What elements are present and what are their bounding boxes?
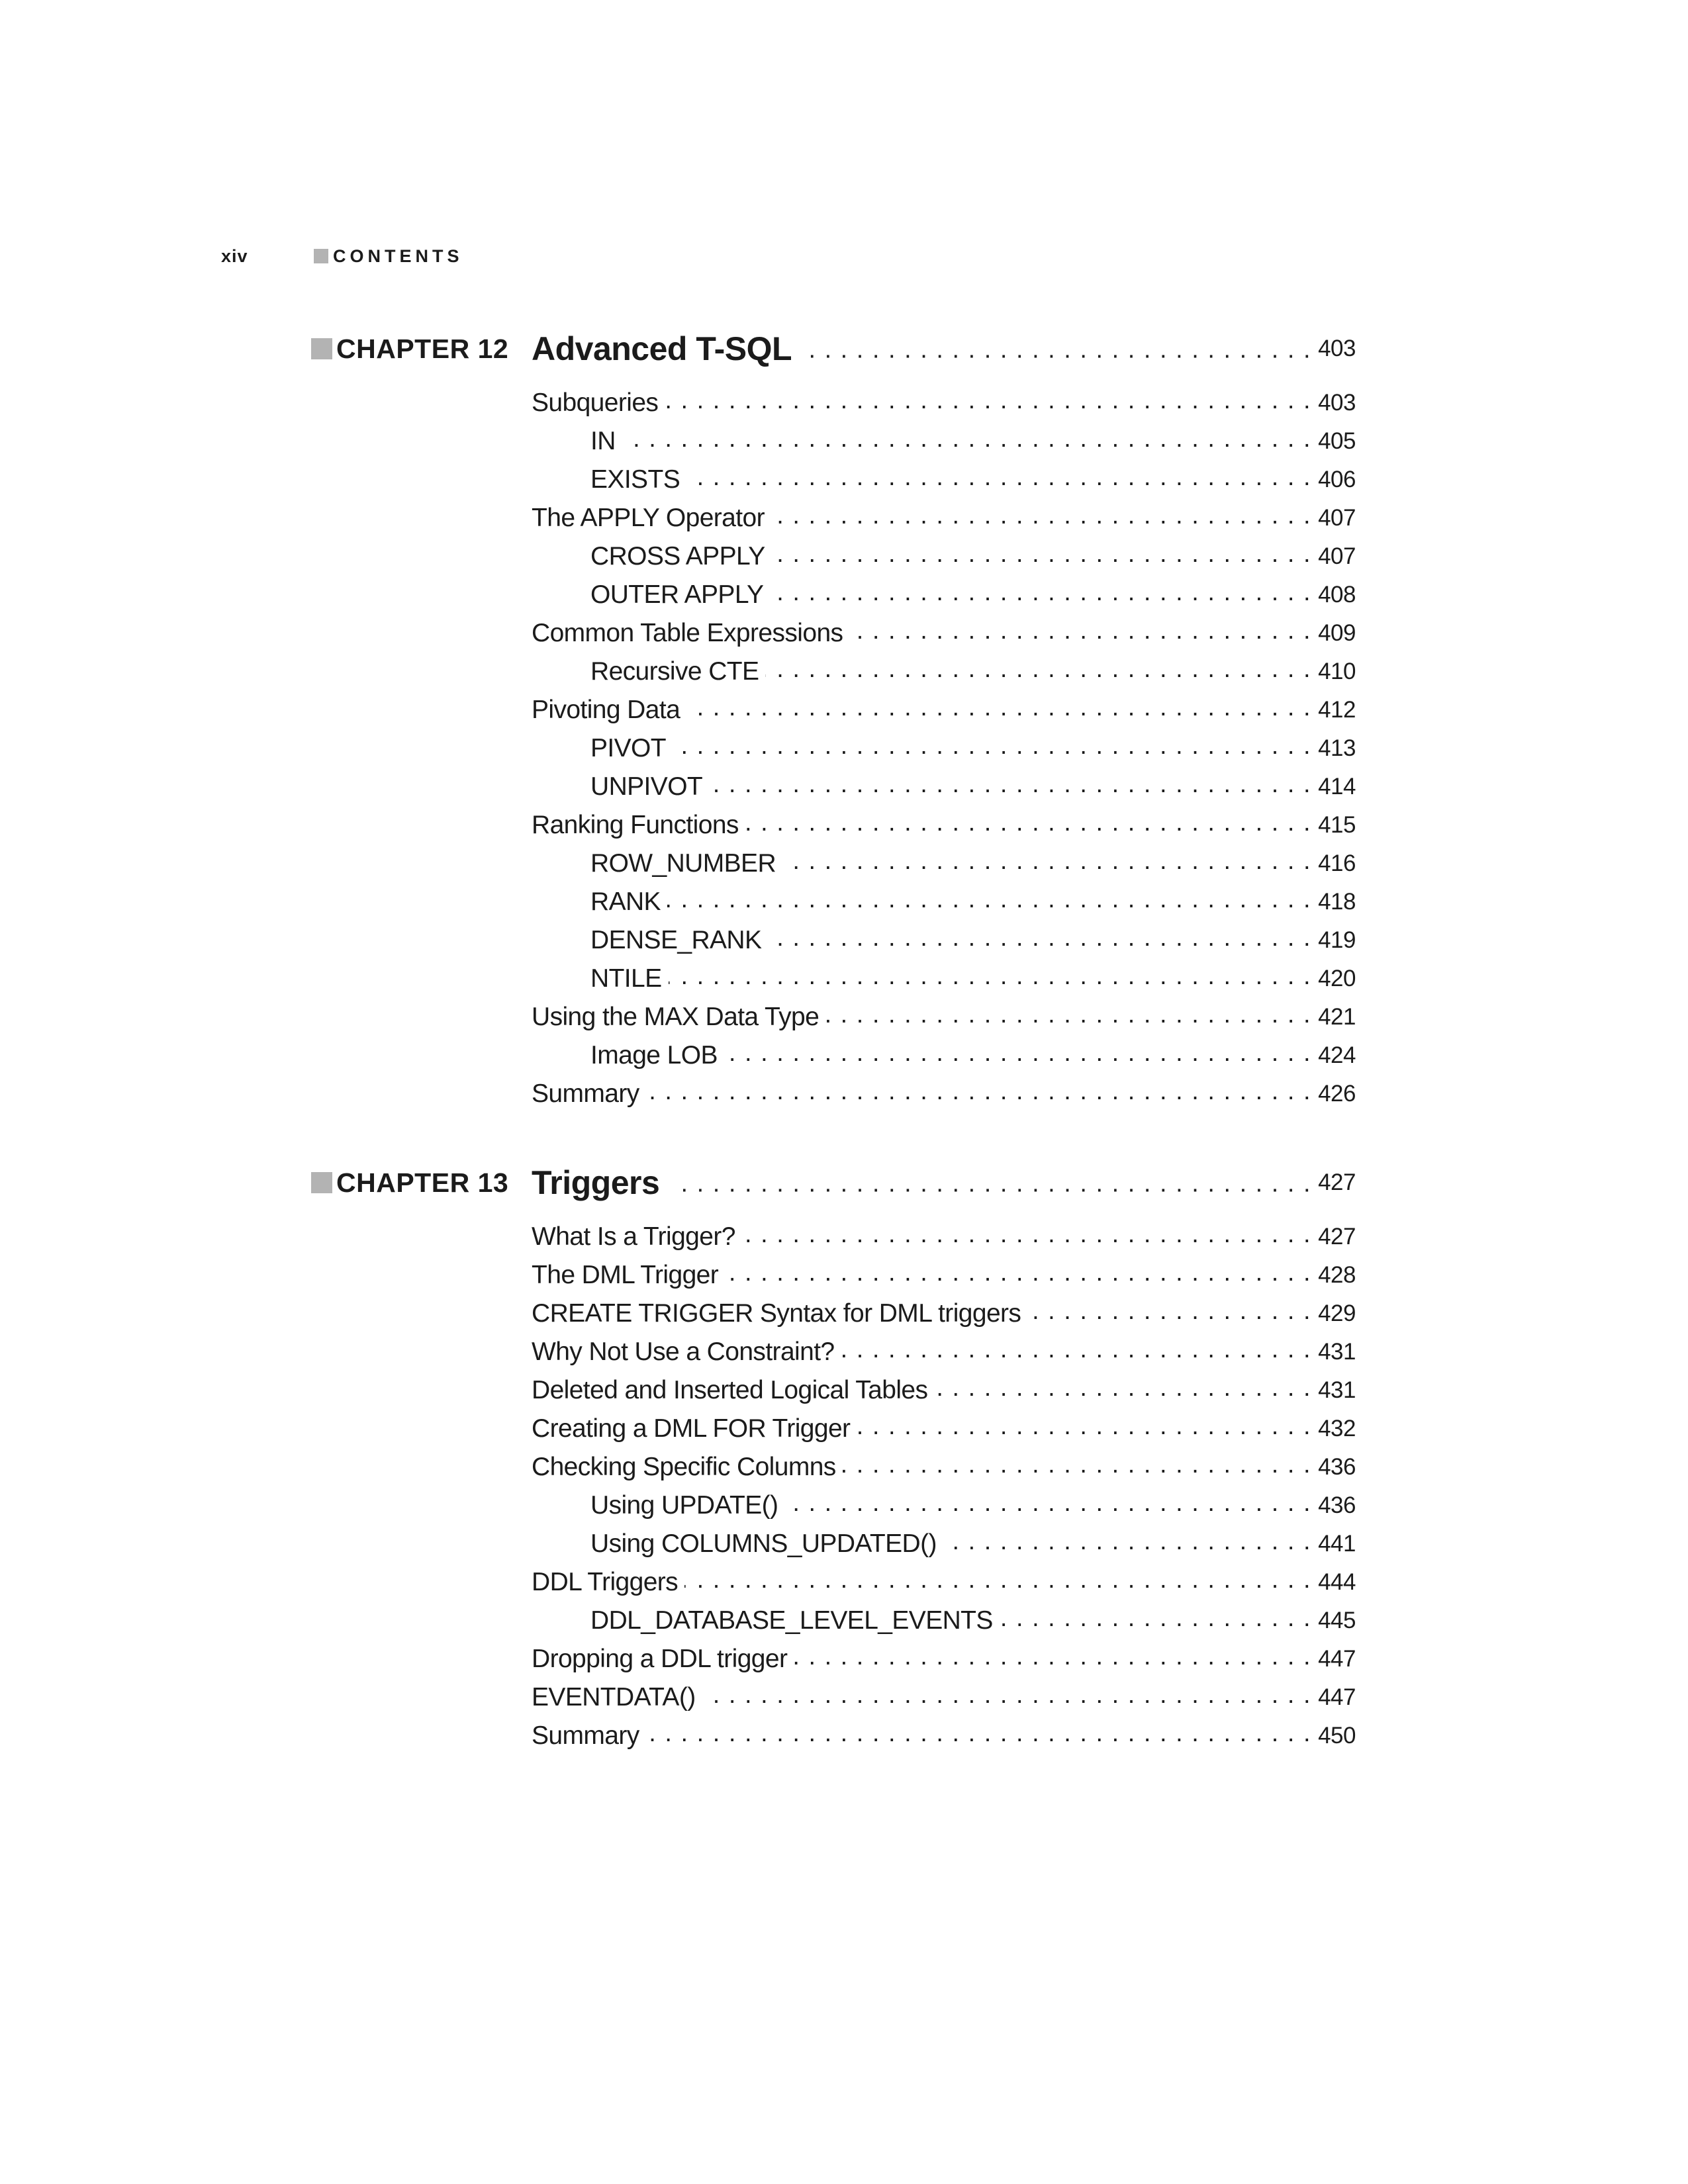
toc-entry-title: DENSE_RANK <box>590 926 762 954</box>
toc-entry[interactable] <box>590 461 1356 499</box>
dot-leader <box>784 1486 1311 1525</box>
dot-leader <box>768 921 1311 960</box>
toc-entry[interactable] <box>532 691 1356 729</box>
toc-entry-page: 403 <box>1318 390 1356 416</box>
toc-entry-title: Image LOB <box>590 1041 718 1069</box>
dot-leader <box>849 614 1311 653</box>
toc-entry-title: Checking Specific Columns <box>532 1453 836 1481</box>
toc-entry[interactable] <box>590 960 1356 998</box>
toc-entry[interactable] <box>590 422 1356 461</box>
chapter-entries <box>311 384 1356 1113</box>
chapter-label <box>311 1160 508 1206</box>
toc-entry-title: UNPIVOT <box>590 772 703 801</box>
chapter-heading <box>311 326 1356 372</box>
toc-entry-title: DDL_DATABASE_LEVEL_EVENTS <box>590 1606 993 1635</box>
toc-entry-title: The DML Trigger <box>532 1261 719 1289</box>
toc-entry[interactable] <box>590 537 1356 576</box>
toc-entry[interactable] <box>532 1256 1356 1295</box>
toc-entry-page: 447 <box>1318 1684 1356 1710</box>
chapter-title-line[interactable] <box>532 1160 1356 1206</box>
dot-leader <box>702 1678 1311 1717</box>
toc-entry[interactable] <box>590 729 1356 768</box>
dot-leader <box>772 537 1311 576</box>
toc-entry[interactable] <box>532 1448 1356 1486</box>
toc-entry-page: 418 <box>1318 889 1356 915</box>
toc-entry-title: Dropping a DDL trigger <box>532 1645 788 1673</box>
toc-entry[interactable] <box>590 1525 1356 1563</box>
toc-entry-page: 447 <box>1318 1646 1356 1672</box>
toc-entry-page: 407 <box>1318 543 1356 569</box>
toc-entry-page: 431 <box>1318 1377 1356 1403</box>
bullet-square-icon <box>314 249 328 263</box>
toc-entry-page: 407 <box>1318 505 1356 531</box>
toc-entry-page: 445 <box>1318 1608 1356 1633</box>
toc-entry[interactable] <box>532 1333 1356 1371</box>
dot-leader <box>765 653 1311 691</box>
toc-entry-page: 408 <box>1318 582 1356 608</box>
chapter-entries <box>311 1218 1356 1755</box>
dot-leader <box>684 1563 1311 1602</box>
toc-entry[interactable] <box>590 844 1356 883</box>
chapter-13 <box>311 1160 1356 1755</box>
toc-entry[interactable] <box>532 998 1356 1036</box>
dot-leader <box>674 1160 1311 1206</box>
dot-leader <box>841 1333 1312 1371</box>
toc-entry-page: 409 <box>1318 620 1356 646</box>
dot-leader <box>667 883 1311 921</box>
dot-leader <box>782 844 1311 883</box>
toc-entry-title: NTILE <box>590 964 662 993</box>
dot-leader <box>1000 1602 1311 1640</box>
toc-entry[interactable] <box>532 499 1356 537</box>
toc-entry-page: 415 <box>1318 812 1356 838</box>
toc-entry-title: Common Table Expressions <box>532 619 843 647</box>
dot-leader <box>806 326 1311 372</box>
dot-leader <box>771 499 1311 537</box>
chapter-label-text: CHAPTER 12 <box>336 333 509 364</box>
toc-entry-title: Creating a DML FOR Trigger <box>532 1414 851 1443</box>
toc-entry[interactable] <box>532 1640 1356 1678</box>
chapter-title-line[interactable] <box>532 326 1356 372</box>
toc-entry-title: Using the MAX Data Type <box>532 1003 820 1031</box>
dot-leader <box>686 691 1311 729</box>
toc-entry-title: EVENTDATA() <box>532 1683 696 1711</box>
bullet-square-icon <box>311 1172 332 1193</box>
toc-entry[interactable] <box>532 1075 1356 1113</box>
toc-entry-page: 450 <box>1318 1723 1356 1749</box>
dot-leader <box>843 1448 1311 1486</box>
dot-leader <box>646 1717 1311 1755</box>
toc-entry[interactable] <box>532 1295 1356 1333</box>
running-title <box>314 246 463 267</box>
toc-entry-page: 419 <box>1318 927 1356 953</box>
toc-entry[interactable] <box>590 883 1356 921</box>
toc-entry-page: 414 <box>1318 774 1356 799</box>
dot-leader <box>770 576 1311 614</box>
toc-entry[interactable] <box>590 768 1356 806</box>
toc-entry-page: 405 <box>1318 428 1356 454</box>
toc-entry-page: 406 <box>1318 467 1356 492</box>
dot-leader <box>825 998 1311 1036</box>
toc-entry-page: 429 <box>1318 1300 1356 1326</box>
toc-entry-page: 428 <box>1318 1262 1356 1288</box>
toc-entry-title: RANK <box>590 887 661 916</box>
chapter-page-number: 427 <box>1318 1169 1356 1195</box>
dot-leader <box>646 1075 1311 1113</box>
toc-entry-title: DDL Triggers <box>532 1568 679 1596</box>
toc-entry-page: 436 <box>1318 1492 1356 1518</box>
toc-entry-title: ROW_NUMBER <box>590 849 776 878</box>
toc-entry-page: 441 <box>1318 1531 1356 1557</box>
toc-entry-page: 413 <box>1318 735 1356 761</box>
toc-entry-title: PIVOT <box>590 734 667 762</box>
toc-entry-title: IN <box>590 427 616 455</box>
toc-entry[interactable] <box>590 921 1356 960</box>
dot-leader <box>686 461 1311 499</box>
toc-entry[interactable] <box>590 653 1356 691</box>
toc-entry-title: Recursive CTE <box>590 657 759 686</box>
toc-entry-title: Using COLUMNS_UPDATED() <box>590 1529 937 1558</box>
dot-leader <box>1027 1295 1311 1333</box>
page-folio: xiv <box>221 246 248 266</box>
toc-entry[interactable] <box>590 1486 1356 1525</box>
toc-entry-page: 424 <box>1318 1042 1356 1068</box>
toc-entry[interactable] <box>532 1218 1356 1256</box>
running-head <box>221 240 463 273</box>
dot-leader <box>725 1256 1311 1295</box>
dot-leader <box>745 806 1311 844</box>
toc-entry-page: 426 <box>1318 1081 1356 1107</box>
dot-leader <box>934 1371 1311 1410</box>
dot-leader <box>622 422 1311 461</box>
toc-entry-title: Subqueries <box>532 388 659 417</box>
toc-entry[interactable] <box>590 1602 1356 1640</box>
toc-entry-page: 420 <box>1318 966 1356 991</box>
toc-entry-page: 412 <box>1318 697 1356 723</box>
toc-entry-title: The APPLY Operator <box>532 504 765 532</box>
chapter-page-number: 403 <box>1318 336 1356 361</box>
toc-entry-title: EXISTS <box>590 465 680 494</box>
toc-entry-title: CREATE TRIGGER Syntax for DML triggers <box>532 1299 1021 1328</box>
toc-entry[interactable] <box>590 1036 1356 1075</box>
toc-entry-title: Summary <box>532 1721 639 1750</box>
toc-entry[interactable] <box>590 576 1356 614</box>
toc-entry-page: 431 <box>1318 1339 1356 1365</box>
toc-entry-page: 416 <box>1318 850 1356 876</box>
toc-entry-title: Pivoting Data <box>532 696 680 724</box>
toc-entry-page: 410 <box>1318 659 1356 684</box>
toc-entry[interactable] <box>532 384 1356 422</box>
toc-entry-page: 427 <box>1318 1224 1356 1250</box>
dot-leader <box>943 1525 1311 1563</box>
dot-leader <box>665 384 1311 422</box>
toc-entry-title: OUTER APPLY <box>590 580 764 609</box>
toc-entry-page: 432 <box>1318 1416 1356 1441</box>
toc-entry-title: CROSS APPLY <box>590 542 765 570</box>
toc-entry[interactable] <box>532 1678 1356 1717</box>
chapter-label <box>311 326 508 372</box>
bullet-square-icon <box>311 338 332 359</box>
toc-entry-page: 436 <box>1318 1454 1356 1480</box>
chapter-label-text: CHAPTER 13 <box>336 1167 509 1198</box>
dot-leader <box>709 768 1311 806</box>
toc-entry-title: Why Not Use a Constraint? <box>532 1338 835 1366</box>
toc-entry-page: 421 <box>1318 1004 1356 1030</box>
dot-leader <box>673 729 1311 768</box>
dot-leader <box>742 1218 1311 1256</box>
toc-entry-title: Ranking Functions <box>532 811 739 839</box>
toc-entry-page: 444 <box>1318 1569 1356 1595</box>
dot-leader <box>857 1410 1311 1448</box>
toc-entry[interactable] <box>532 806 1356 844</box>
toc-entry-title: Using UPDATE() <box>590 1491 778 1520</box>
toc-entry[interactable] <box>532 1410 1356 1448</box>
running-title-text: CONTENTS <box>333 246 463 266</box>
toc-entry[interactable] <box>532 1717 1356 1755</box>
toc-entry[interactable] <box>532 1563 1356 1602</box>
toc-entry-title: What Is a Trigger? <box>532 1222 735 1251</box>
dot-leader <box>794 1640 1311 1678</box>
chapter-title: Triggers <box>532 1164 660 1201</box>
toc-entry[interactable] <box>532 1371 1356 1410</box>
chapter-title: Advanced T-SQL <box>532 330 792 367</box>
toc-entry[interactable] <box>532 614 1356 653</box>
dot-leader <box>669 960 1312 998</box>
chapter-12 <box>311 326 1356 1113</box>
toc-entry-title: Summary <box>532 1079 639 1108</box>
dot-leader <box>724 1036 1311 1075</box>
chapter-heading <box>311 1160 1356 1206</box>
toc-entry-title: Deleted and Inserted Logical Tables <box>532 1376 928 1404</box>
